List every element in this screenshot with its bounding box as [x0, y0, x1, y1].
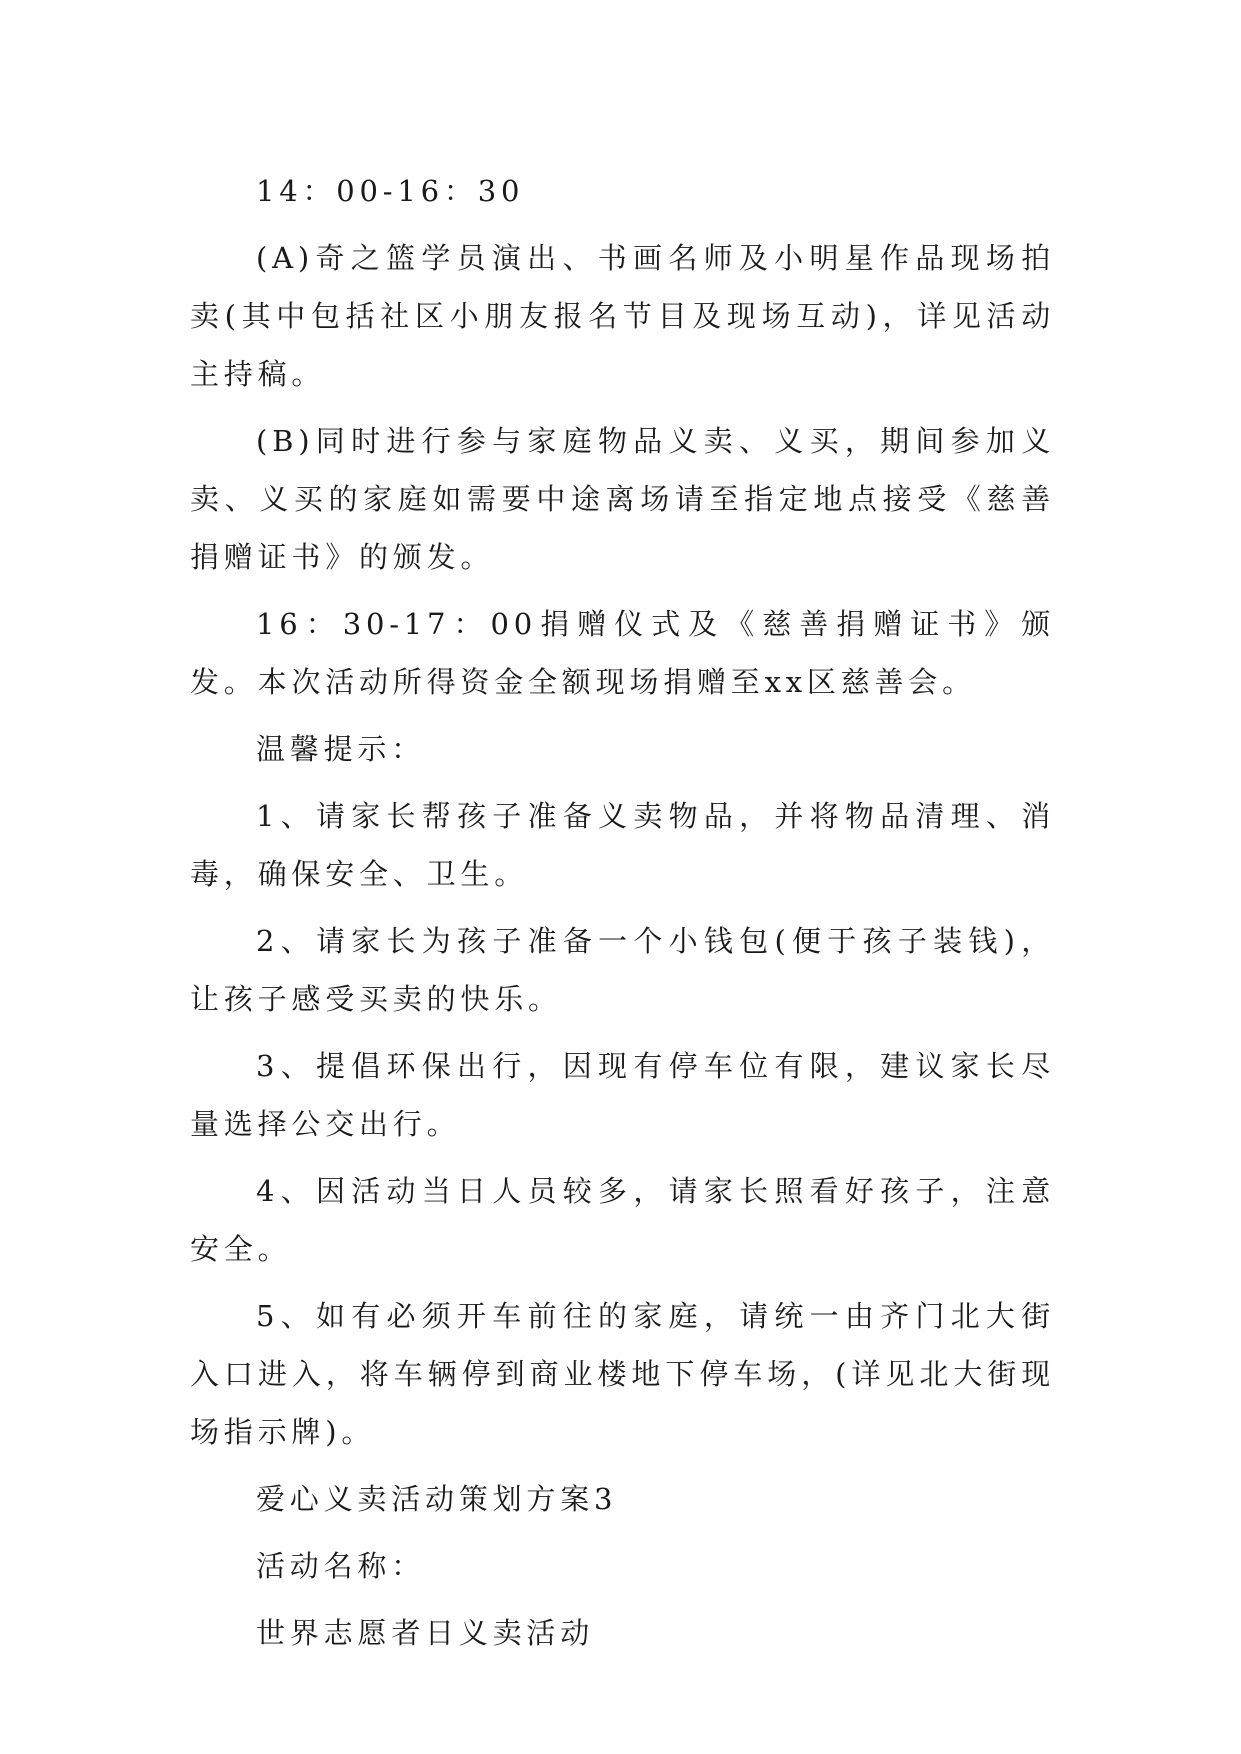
activity-name-label: 活动名称：	[256, 1549, 426, 1583]
schedule-time-paragraph: 14：00-16：30	[256, 174, 525, 208]
activity-a-paragraph: (A)奇之篮学员演出、书画名师及小明星作品现场拍卖(其中包括社区小朋友报名节目及现场互动)，详见活动主持稿。	[190, 241, 1055, 391]
tip-item-3: 3、提倡环保出行，因现有停车位有限，建议家长尽量选择公交出行。	[190, 1049, 1055, 1141]
tips-heading: 温馨提示：	[256, 732, 426, 766]
document-body	[190, 162, 1055, 1662]
tip-item-5: 5、如有必须开车前往的家庭，请统一由齐门北大街入口进入，将车辆停到商业楼地下停车场，(详见北大街现场指示牌)。	[190, 1299, 1055, 1449]
activity-b-paragraph: (B)同时进行参与家庭物品义卖、义买，期间参加义卖、义买的家庭如需要中途离场请至指定地点接受《慈善捐赠证书》的颁发。	[190, 424, 1055, 574]
activity-name-value: 世界志愿者日义卖活动	[256, 1616, 595, 1650]
plan-3-heading: 爱心义卖活动策划方案3	[256, 1482, 618, 1516]
tip-item-2: 2、请家长为孩子准备一个小钱包(便于孩子装钱)，让孩子感受买卖的快乐。	[190, 924, 1055, 1016]
tip-item-1: 1、请家长帮孩子准备义卖物品，并将物品清理、消毒，确保安全、卫生。	[190, 799, 1055, 891]
tip-item-4: 4、因活动当日人员较多，请家长照看好孩子，注意安全。	[190, 1174, 1055, 1266]
donation-ceremony-paragraph: 16：30-17：00捐赠仪式及《慈善捐赠证书》颁发。本次活动所得资金全额现场捐赠至xx区慈善会。	[190, 607, 1055, 699]
